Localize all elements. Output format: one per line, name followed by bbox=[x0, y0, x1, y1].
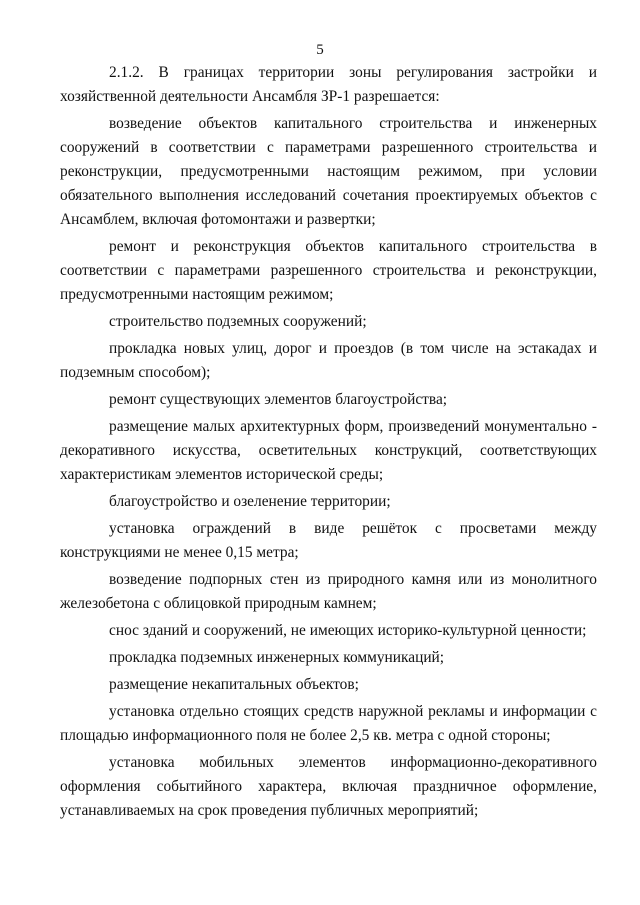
list-item: строительство подземных сооружений; bbox=[109, 313, 367, 330]
list-item: установка отдельно стоящих средств наружной рекламы и информации с площадью информационного поля не более 2,5 кв. метра с одной стороны; bbox=[60, 703, 597, 744]
list-item: установка мобильных элементов информационно-декоративного оформления событийного характера, включая праздничное оформление, устанавливаемых на срок проведения публичных мероприятий; bbox=[60, 754, 597, 819]
list-item: прокладка подземных инженерных коммуникаций; bbox=[109, 649, 445, 666]
list-item: прокладка новых улиц, дорог и проездов (в том числе на эстакадах и подземным способом); bbox=[60, 340, 597, 381]
list-item: размещение малых архитектурных форм, произведений монументально - декоративного искусства, осветительных конструкций, соответствующих характеристикам элементов исторической среды; bbox=[60, 418, 597, 483]
list-item: установка ограждений в виде решёток с просветами между конструкциями не менее 0,15 метра; bbox=[60, 520, 597, 561]
list-item: возведение подпорных стен из природного камня или из монолитного железобетона с облицовкой природным камнем; bbox=[60, 571, 597, 612]
page-number: 5 bbox=[316, 42, 324, 58]
document-body bbox=[60, 61, 597, 826]
section-heading-paragraph: 2.1.2. В границах территории зоны регулирования застройки и хозяйственной деятельности Ансамбля ЗР-1 разрешается: bbox=[60, 64, 597, 105]
list-item: ремонт и реконструкция объектов капитального строительства в соответствии с параметрами разрешенного строительства и реконструкции, предусмотренными настоящим режимом; bbox=[60, 238, 597, 303]
list-item: размещение некапитальных объектов; bbox=[109, 676, 359, 693]
list-item: снос зданий и сооружений, не имеющих историко-культурной ценности; bbox=[109, 622, 587, 639]
list-item: благоустройство и озеленение территории; bbox=[109, 493, 391, 510]
list-item: ремонт существующих элементов благоустройства; bbox=[109, 391, 448, 408]
list-item: возведение объектов капитального строительства и инженерных сооружений в соответствии с параметрами разрешенного строительства и реконструкции, предусмотренными настоящим режимом, при условии обязательного выполнения исследований сочетания проектируемых объектов с Ансамблем, включая фотомонтажи и развертки; bbox=[60, 115, 597, 228]
